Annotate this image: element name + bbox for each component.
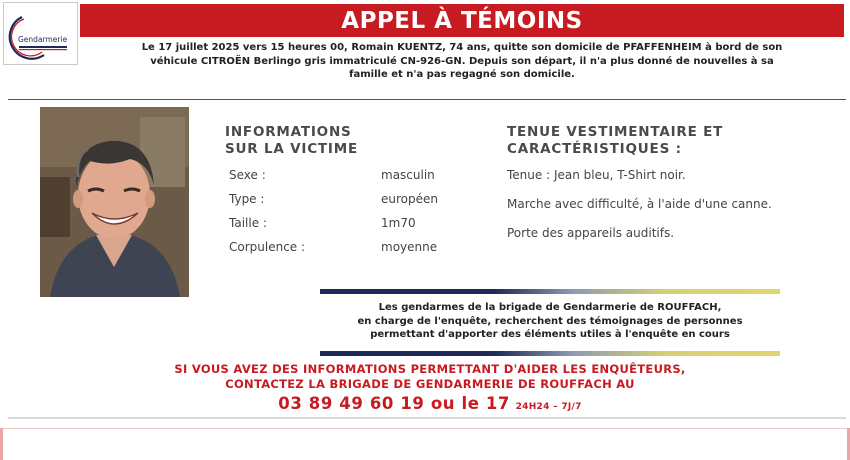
info-label-sexe: Sexe : (229, 168, 266, 182)
gendarmerie-logo-icon (6, 5, 76, 63)
info-label-taille: Taille : (229, 216, 267, 230)
gendarmes-paragraph (300, 301, 800, 342)
gendarmes-line: permettant d'apporter des éléments utiles à l'enquête en cours (370, 329, 730, 340)
victim-info-title-line: SUR LA VICTIME (225, 141, 358, 157)
tricolor-stripe (320, 351, 780, 356)
info-value-corpulence: moyenne (381, 240, 438, 254)
intro-paragraph (82, 41, 842, 82)
tenue-title-line: TENUE VESTIMENTAIRE ET (507, 124, 724, 140)
gendarmes-line: Les gendarmes de la brigade de Gendarmerie de ROUFFACH, (378, 302, 722, 313)
phone-line (80, 393, 780, 418)
intro-line: famille et n'a pas regagné son domicile. (349, 69, 575, 80)
tenue-title-line: CARACTÉRISTIQUES : (507, 141, 682, 157)
title-banner (80, 4, 844, 37)
tricolor-stripe (320, 289, 780, 294)
page-title: APPEL À TÉMOINS (341, 7, 583, 34)
tenue-line-clothes: Tenue : Jean bleu, T-Shirt noir. (507, 168, 686, 182)
logo-text: Gendarmerie (18, 35, 68, 44)
intro-line: Le 17 juillet 2025 vers 15 heures 00, Romain KUENTZ, 74 ans, quitte son domicile de PFAFFENHEIM à bord de son (141, 42, 783, 53)
call-to-action (80, 362, 780, 392)
info-value-sexe: masculin (381, 168, 435, 182)
info-value-type: européen (381, 192, 438, 206)
victim-photo (40, 107, 189, 297)
victim-info-title (225, 124, 455, 158)
cta-line: CONTACTEZ LA BRIGADE DE GENDARMERIE DE ROUFFACH AU (225, 377, 635, 391)
gendarmerie-logo (3, 2, 78, 65)
divider (8, 99, 846, 100)
phone-hours: 24H24 – 7J/7 (515, 402, 582, 412)
tenue-line-hearing: Porte des appareils auditifs. (507, 226, 675, 240)
divider (8, 417, 846, 419)
info-label-corpulence: Corpulence : (229, 240, 306, 254)
frame-edge (0, 428, 3, 460)
tenue-line-walking: Marche avec difficulté, à l'aide d'une canne. (507, 197, 772, 211)
info-label-type: Type : (229, 192, 265, 206)
victim-photo-image (40, 107, 189, 297)
tenue-title (507, 124, 807, 158)
cta-line: SI VOUS AVEZ DES INFORMATIONS PERMETTANT D'AIDER LES ENQUÊTEURS, (174, 362, 686, 376)
victim-info-title-line: INFORMATIONS (225, 124, 352, 140)
intro-line: véhicule CITROËN Berlingo gris immatriculé CN-926-GN. Depuis son départ, il n'a plus donné de nouvelles à sa (150, 55, 774, 67)
phone-number[interactable]: 03 89 49 60 19 ou le 17 (278, 394, 511, 413)
info-value-taille: 1m70 (381, 216, 416, 230)
gendarmes-line: en charge de l'enquête, recherchent des témoignages de personnes (357, 315, 743, 327)
frame-edge (0, 428, 850, 429)
